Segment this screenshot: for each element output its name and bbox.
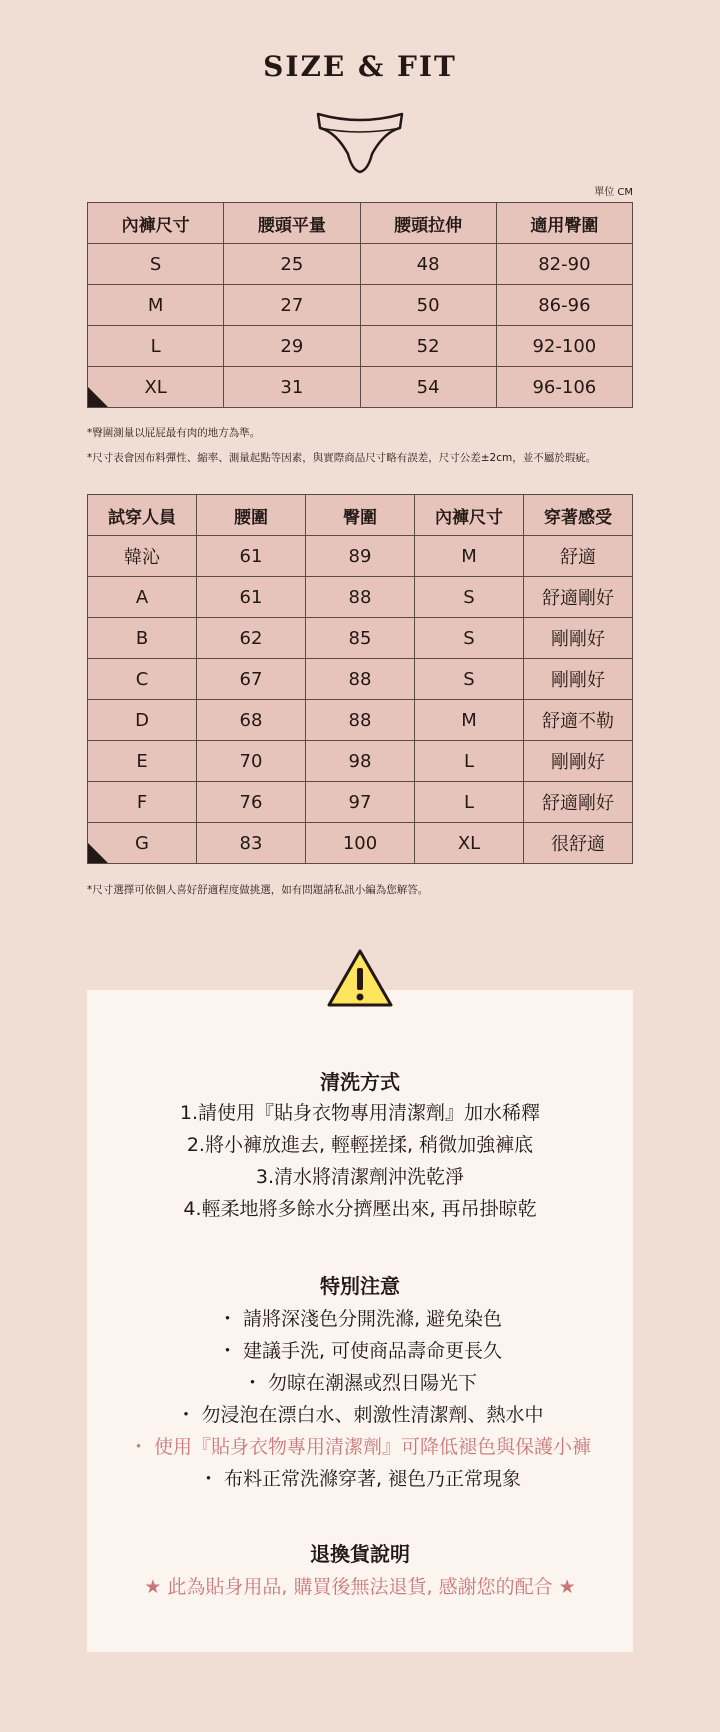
table-cell: 61	[197, 536, 306, 577]
table-cell: C	[88, 659, 197, 700]
table-row	[88, 659, 633, 700]
table-header: 穿著感受	[524, 495, 633, 536]
table-cell: 83	[197, 823, 306, 864]
table-cell: L	[88, 326, 224, 367]
table-cell: 86-96	[496, 285, 632, 326]
table-cell: 韓沁	[88, 536, 197, 577]
table-row	[88, 244, 633, 285]
table-cell: 85	[306, 618, 415, 659]
table-row	[88, 326, 633, 367]
size-note: *尺寸表會因布料彈性、縮率、測量起點等因素，與實際商品尺寸略有誤差，尺寸公差±2cm，並不屬於瑕疵。	[87, 452, 597, 464]
underwear-icon	[314, 110, 406, 176]
table-cell: 29	[224, 326, 360, 367]
table-cell: 82-90	[496, 244, 632, 285]
table-row	[88, 367, 633, 408]
caution-line: ・ 勿浸泡在漂白水、刺激性清潔劑、熱水中	[176, 1404, 544, 1426]
washing-line: 4.輕柔地將多餘水分擠壓出來, 再吊掛晾乾	[183, 1198, 537, 1220]
caution-line: ・ 請將深淺色分開洗滌, 避免染色	[217, 1308, 503, 1330]
table-cell: 剛剛好	[524, 659, 633, 700]
table-header: 內褲尺寸	[88, 203, 224, 244]
table-cell: 舒適剛好	[524, 577, 633, 618]
table-cell: 50	[360, 285, 496, 326]
washing-line: 3.清水將清潔劑沖洗乾淨	[255, 1166, 465, 1188]
table-row	[88, 700, 633, 741]
caution-line: ・ 布料正常洗滌穿著, 褪色乃正常現象	[198, 1468, 522, 1490]
returns-line: ★ 此為貼身用品, 購買後無法退貨, 感謝您的配合 ★	[144, 1576, 576, 1598]
table-header: 臀圍	[306, 495, 415, 536]
table-cell: 67	[197, 659, 306, 700]
table-row	[88, 782, 633, 823]
table-cell: 70	[197, 741, 306, 782]
table-cell: 76	[197, 782, 306, 823]
table-cell: 27	[224, 285, 360, 326]
size-note: *臀圍測量以屁屁最有肉的地方為準。	[87, 427, 261, 439]
table-cell: 92-100	[496, 326, 632, 367]
table-cell: 很舒適	[524, 823, 633, 864]
table-header-row	[88, 203, 633, 244]
table-cell: 剛剛好	[524, 741, 633, 782]
table-cell: 88	[306, 700, 415, 741]
washing-line: 2.將小褲放進去, 輕輕搓揉, 稍微加強褲底	[186, 1134, 534, 1156]
table-row	[88, 536, 633, 577]
table-cell: S	[415, 659, 524, 700]
table-cell: 舒適剛好	[524, 782, 633, 823]
page-title: SIZE & FIT	[263, 50, 457, 83]
table-cell: 54	[360, 367, 496, 408]
table-header-row	[88, 495, 633, 536]
table-cell: M	[415, 536, 524, 577]
table-cell: 31	[224, 367, 360, 408]
table-cell: 98	[306, 741, 415, 782]
table-cell: 97	[306, 782, 415, 823]
table-cell: 舒適	[524, 536, 633, 577]
table-row	[88, 577, 633, 618]
caution-line: ・ 勿晾在潮濕或烈日陽光下	[242, 1372, 478, 1394]
unit-label: 單位 CM	[594, 187, 633, 198]
fit-note: *尺寸選擇可依個人喜好舒適程度做挑選，如有問題請私訊小編為您解答。	[87, 884, 429, 896]
size-table	[87, 202, 633, 408]
table-cell: 舒適不勒	[524, 700, 633, 741]
care-card	[87, 990, 633, 1652]
table-cell: XL	[88, 367, 224, 408]
table-header: 內褲尺寸	[415, 495, 524, 536]
table-cell: 62	[197, 618, 306, 659]
table-cell: 88	[306, 577, 415, 618]
caution-title: 特別注意	[320, 1274, 400, 1298]
table-cell: 48	[360, 244, 496, 285]
table-cell: B	[88, 618, 197, 659]
table-cell: S	[415, 577, 524, 618]
table-cell: D	[88, 700, 197, 741]
table-cell: L	[415, 782, 524, 823]
table-cell: 61	[197, 577, 306, 618]
table-row	[88, 618, 633, 659]
table-cell: E	[88, 741, 197, 782]
table-cell: 96-106	[496, 367, 632, 408]
washing-title: 清洗方式	[320, 1070, 400, 1094]
caution-highlight-line: ・ 使用『貼身衣物專用清潔劑』可降低褪色與保護小褲	[128, 1436, 592, 1458]
table-cell: M	[88, 285, 224, 326]
table-header: 腰頭拉伸	[360, 203, 496, 244]
table-cell: G	[88, 823, 197, 864]
table-cell: 88	[306, 659, 415, 700]
fit-table	[87, 494, 633, 864]
table-cell: L	[415, 741, 524, 782]
table-row	[88, 285, 633, 326]
table-cell: S	[88, 244, 224, 285]
table-cell: M	[415, 700, 524, 741]
table-header: 腰圍	[197, 495, 306, 536]
table-cell: XL	[415, 823, 524, 864]
washing-line: 1.請使用『貼身衣物專用清潔劑』加水稀釋	[179, 1102, 541, 1124]
caution-line: ・ 建議手洗, 可使商品壽命更長久	[217, 1340, 503, 1362]
table-header: 試穿人員	[88, 495, 197, 536]
table-header: 適用臀圍	[496, 203, 632, 244]
warning-icon	[326, 948, 394, 1008]
table-cell: 52	[360, 326, 496, 367]
table-row	[88, 741, 633, 782]
table-cell: 100	[306, 823, 415, 864]
table-row	[88, 823, 633, 864]
table-header: 腰頭平量	[224, 203, 360, 244]
table-cell: 剛剛好	[524, 618, 633, 659]
table-cell: 68	[197, 700, 306, 741]
table-cell: A	[88, 577, 197, 618]
table-cell: F	[88, 782, 197, 823]
table-cell: S	[415, 618, 524, 659]
table-cell: 25	[224, 244, 360, 285]
table-cell: 89	[306, 536, 415, 577]
returns-title: 退換貨說明	[310, 1542, 410, 1566]
